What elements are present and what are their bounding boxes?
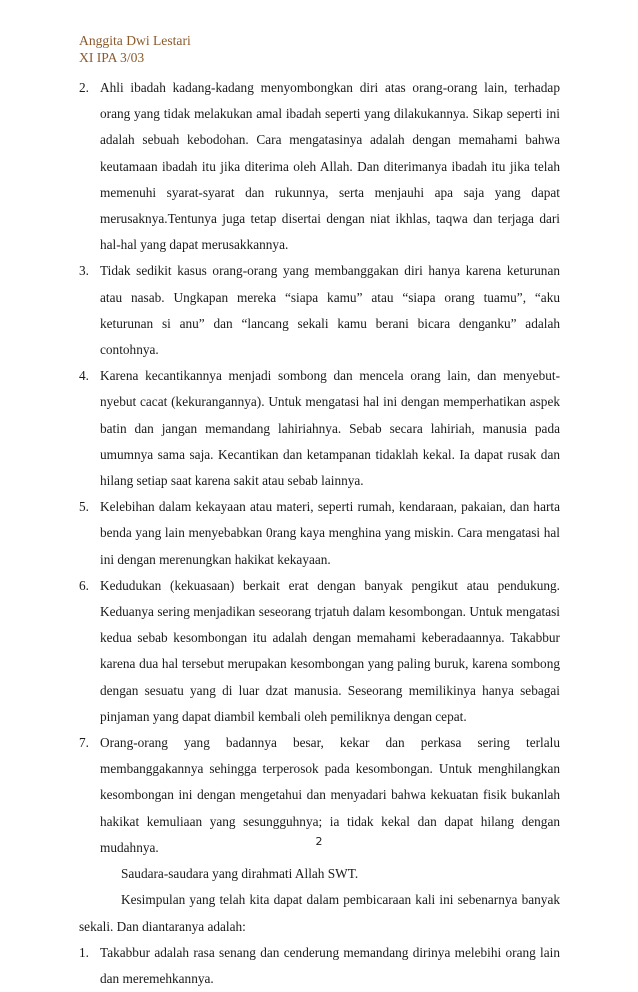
list-item bbox=[79, 940, 560, 992]
list-number: 5. bbox=[79, 499, 89, 515]
list-number: 2. bbox=[79, 80, 89, 95]
list-number: 6. bbox=[79, 577, 89, 593]
conclusion-intro: Kesimpulan yang telah kita dapat dalam pembicaraan kali ini sebenarnya banyak bbox=[121, 892, 560, 908]
list-number: 4. bbox=[79, 368, 89, 384]
document-header bbox=[79, 32, 191, 66]
list-item bbox=[79, 573, 560, 730]
author-name: Anggita Dwi Lestari bbox=[79, 33, 191, 48]
list-number: 1. bbox=[79, 944, 89, 960]
list-text: Tidak sedikit kasus orang-orang yang membanggakan diri hanya karena keturunan atau nasab. Ungkapan mereka “siapa kamu” atau “siapa orang tuamu”, “aku keturunan si anu” dan “lancang sekali kamu berani bicara denganku” adalah contohnya. bbox=[100, 263, 560, 358]
list-text: Ahli ibadah kadang-kadang menyombongkan diri atas orang-orang lain, terhadap orang yang tidak melakukan amal ibadah seperti yang dilakukannya. Sikap seperti ini adalah sebuah kebodohan. Cara mengatasinya adalah dengan memahami bahwa keutamaan ibadah itu jika diterima oleh Allah. Dan diterimanya ibadah itu jika telah memenuhi syarat-syarat dan rukunnya, serta menjauhi apa saja yang dapat merusaknya.Tentunya juga tetap disertai dengan niat ikhlas, taqwa dan terjaga dari hal-hal yang dapat merusakkannya. bbox=[100, 80, 560, 253]
list-number: 3. bbox=[79, 263, 89, 279]
author-class: XI IPA 3/03 bbox=[79, 50, 145, 65]
document-body bbox=[79, 75, 560, 992]
list-text: Karena kecantikannya menjadi sombong dan mencela orang lain, dan menyebut-nyebut cacat (kekurangannya). Untuk mengatasi hal ini dengan memperhatikan aspek batin dan jangan memandang lahiriahnya. Sebab secara lahiriah, manusia pada umumnya sama saja. Kecantikan dan ketampanan tidaklah kekal. Ia dapat rusak dan hilang setiap saat karena sakit atau sebab lainnya. bbox=[100, 368, 560, 489]
list-item bbox=[79, 494, 560, 573]
list-item bbox=[79, 75, 560, 258]
list-number: 7. bbox=[79, 735, 89, 751]
list-text: Kedudukan (kekuasaan) berkait erat dengan banyak pengikut atau pendukung. Keduanya sering menjadikan seseorang trjatuh dalam kesombongan. Untuk mengatasi kedua sebab kesombongan itu adalah dengan memahami keberadaannya. Takabbur karena dua hal tersebut merupakan kesombongan yang paling buruk, karena sombong dengan sesuatu yang di luar dzat manusia. Seseorang memilikinya hanya sebagai pinjaman yang dapat diambil kembali oleh pemiliknya dengan cepat. bbox=[100, 577, 560, 724]
conclusion-continuation: sekali. Dan diantaranya adalah: bbox=[79, 918, 246, 934]
list-text: Kelebihan dalam kekayaan atau materi, seperti rumah, kendaraan, pakaian, dan harta benda yang lain menyebabkan 0rang kaya menghina yang miskin. Cara mengatasi hal ini dengan merenungkan hakikat kekayaan. bbox=[100, 499, 560, 567]
page-number: 2 bbox=[315, 835, 323, 848]
list-item bbox=[79, 363, 560, 494]
greeting-line: Saudara-saudara yang dirahmati Allah SWT. bbox=[121, 866, 359, 882]
list-text: Orang-orang yang badannya besar, kekar dan perkasa sering terlalu membanggakannya sehingga terperosok pada kesombongan. Untuk menghilangkan kesombongan ini dengan mengetahui dan menyadari bahwa kekuatan fisik bukanlah hakikat kemuliaan yang sesungguhnya; ia tidak kekal dan dapat hilang dengan mudahnya. bbox=[100, 735, 560, 855]
list-item bbox=[79, 258, 560, 363]
list-text: Takabbur adalah rasa senang dan cenderung memandang dirinya melebihi orang lain dan meremehkannya. bbox=[100, 944, 560, 986]
